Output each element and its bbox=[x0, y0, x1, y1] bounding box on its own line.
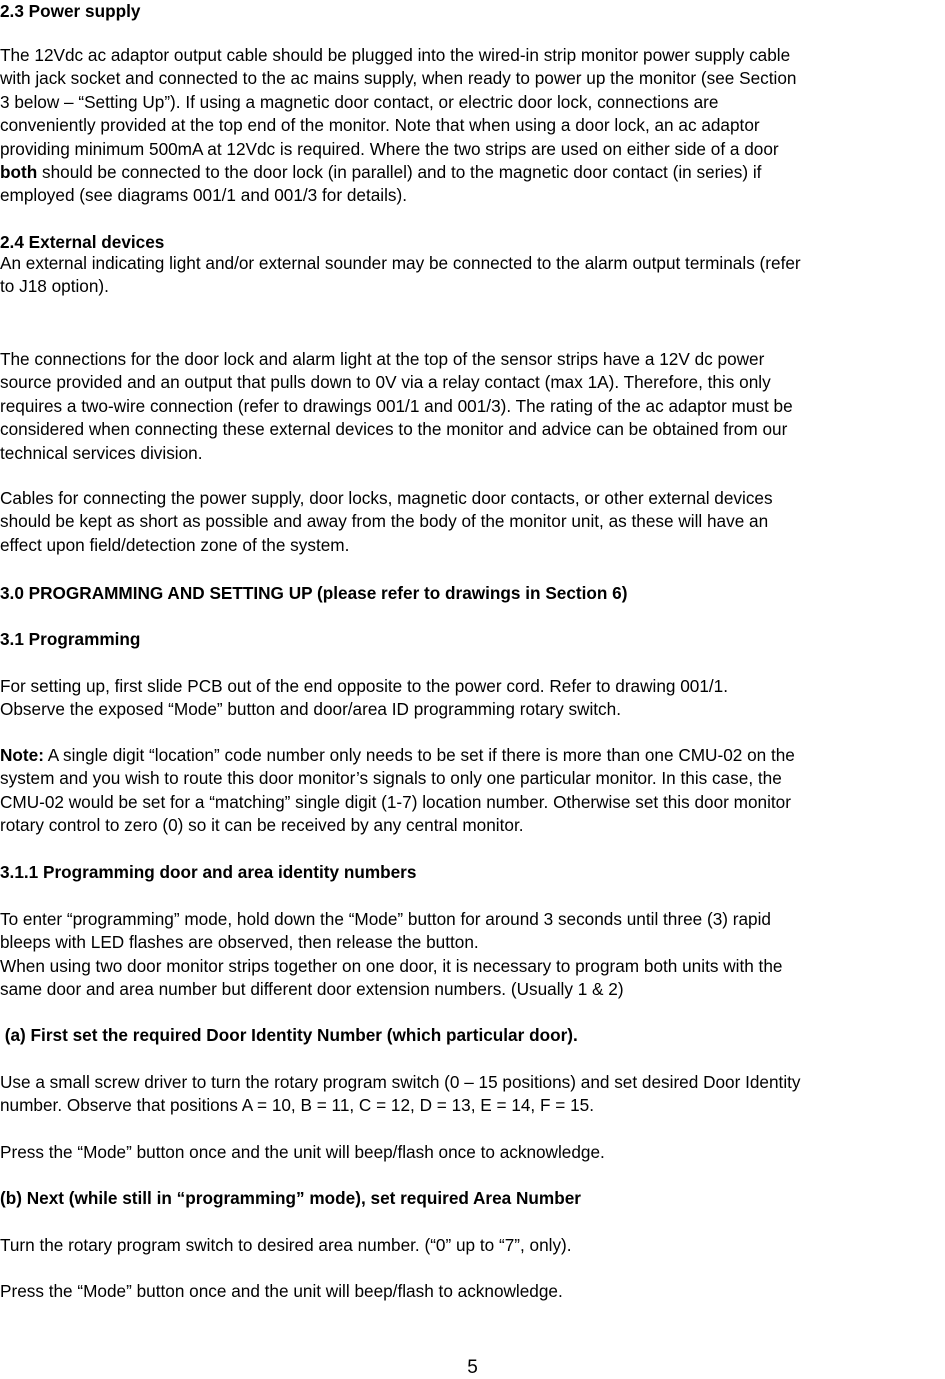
text-line: with jack socket and connected to the ac mains supply, when ready to power up the monitor (see Section bbox=[0, 68, 797, 89]
paragraph-press-mode-once: Press the “Mode” button once and the unit will beep/flash once to acknowledge. bbox=[0, 1142, 605, 1162]
text-line: employed (see diagrams 001/1 and 001/3 for details). bbox=[0, 185, 408, 206]
text-line: 3 below – “Setting Up”). If using a magnetic door contact, or electric door lock, connections are bbox=[0, 91, 719, 112]
emphasis-both: both bbox=[0, 162, 38, 183]
paragraph-note bbox=[0, 744, 945, 838]
text-line: The connections for the door lock and alarm light at the top of the sensor strips have a 12V dc power bbox=[0, 349, 765, 369]
paragraph-cables bbox=[0, 487, 945, 557]
text-line: technical services division. bbox=[0, 442, 203, 463]
text-line: number. Observe that positions A = 10, B = 11, C = 12, D = 13, E = 14, F = 15. bbox=[0, 1095, 594, 1116]
heading-3-0-programming-and-setting-up: 3.0 PROGRAMMING AND SETTING UP (please refer to drawings in Section 6) bbox=[0, 583, 628, 603]
text-line: system and you wish to route this door monitor’s signals to only one particular monitor. In this case, the bbox=[0, 768, 782, 789]
text-line: same door and area number but different door extension numbers. (Usually 1 & 2) bbox=[0, 979, 624, 1000]
page-number: 5 bbox=[467, 1357, 478, 1378]
text-line: rotary control to zero (0) so it can be received by any central monitor. bbox=[0, 815, 524, 836]
text-line bbox=[0, 744, 945, 767]
text-line: to J18 option). bbox=[0, 276, 109, 297]
text-line: The 12Vdc ac adaptor output cable should be plugged into the wired-in strip monitor power supply cable bbox=[0, 45, 791, 65]
text-line: should be kept as short as possible and away from the body of the monitor unit, as these will have an bbox=[0, 511, 769, 532]
text-line: requires a two-wire connection (refer to drawings 001/1 and 001/3). The rating of the ac adaptor must be bbox=[0, 395, 793, 416]
note-label: Note: bbox=[0, 745, 44, 765]
text-line: To enter “programming” mode, hold down the “Mode” button for around 3 seconds until three (3) rapid bbox=[0, 909, 771, 929]
text-line: providing minimum 500mA at 12Vdc is required. Where the two strips are used on either side of a door bbox=[0, 138, 779, 159]
paragraph-power-supply bbox=[0, 44, 945, 208]
text-line bbox=[0, 161, 945, 184]
heading-2-4-external-devices: 2.4 External devices bbox=[0, 232, 165, 252]
text-fragment: should be connected to the door lock (in parallel) and to the magnetic door contact (in series) if bbox=[37, 162, 762, 183]
paragraph-enter-programming-mode bbox=[0, 908, 945, 1002]
text-line: effect upon field/detection zone of the system. bbox=[0, 534, 350, 555]
text-line: CMU-02 would be set for a “matching” single digit (1-7) location number. Otherwise set this door monitor bbox=[0, 791, 791, 812]
text-line: conveniently provided at the top end of the monitor. Note that when using a door lock, an ac adaptor bbox=[0, 115, 760, 136]
heading-3-1-1-programming-identity-numbers: 3.1.1 Programming door and area identity numbers bbox=[0, 862, 417, 882]
heading-3-1-programming: 3.1 Programming bbox=[0, 629, 141, 649]
heading-step-a-door-identity: (a) First set the required Door Identity Number (which particular door). bbox=[0, 1025, 578, 1045]
heading-2-3-power-supply: 2.3 Power supply bbox=[0, 1, 141, 21]
text-line: For setting up, first slide PCB out of the end opposite to the power cord. Refer to drawing 001/1. bbox=[0, 676, 729, 696]
paragraph-rotary-switch-area: Turn the rotary program switch to desired area number. (“0” up to “7”, only). bbox=[0, 1235, 572, 1255]
text-line: An external indicating light and/or external sounder may be connected to the alarm output terminals (refer bbox=[0, 253, 801, 273]
text-line: bleeps with LED flashes are observed, then release the button. bbox=[0, 932, 479, 953]
text-line: When using two door monitor strips together on one door, it is necessary to program both units with the bbox=[0, 955, 783, 976]
text-line: Cables for connecting the power supply, door locks, magnetic door contacts, or other external devices bbox=[0, 488, 773, 508]
text-line: Observe the exposed “Mode” button and door/area ID programming rotary switch. bbox=[0, 699, 621, 720]
text-line: Use a small screw driver to turn the rotary program switch (0 – 15 positions) and set desired Door Identity bbox=[0, 1072, 801, 1092]
paragraph-setting-up bbox=[0, 675, 945, 722]
heading-step-b-area-number: (b) Next (while still in “programming” mode), set required Area Number bbox=[0, 1188, 581, 1208]
paragraph-rotary-switch-door bbox=[0, 1071, 945, 1118]
text-line: source provided and an output that pulls down to 0V via a relay contact (max 1A). Therefore, this only bbox=[0, 372, 771, 393]
paragraph-press-mode-acknowledge: Press the “Mode” button once and the unit will beep/flash to acknowledge. bbox=[0, 1281, 563, 1301]
paragraph-connections bbox=[0, 348, 945, 465]
text-fragment: A single digit “location” code number only needs to be set if there is more than one CMU-02 on the bbox=[43, 745, 795, 765]
paragraph-external-light bbox=[0, 252, 945, 299]
text-line: considered when connecting these external devices to the monitor and advice can be obtained from our bbox=[0, 419, 788, 440]
